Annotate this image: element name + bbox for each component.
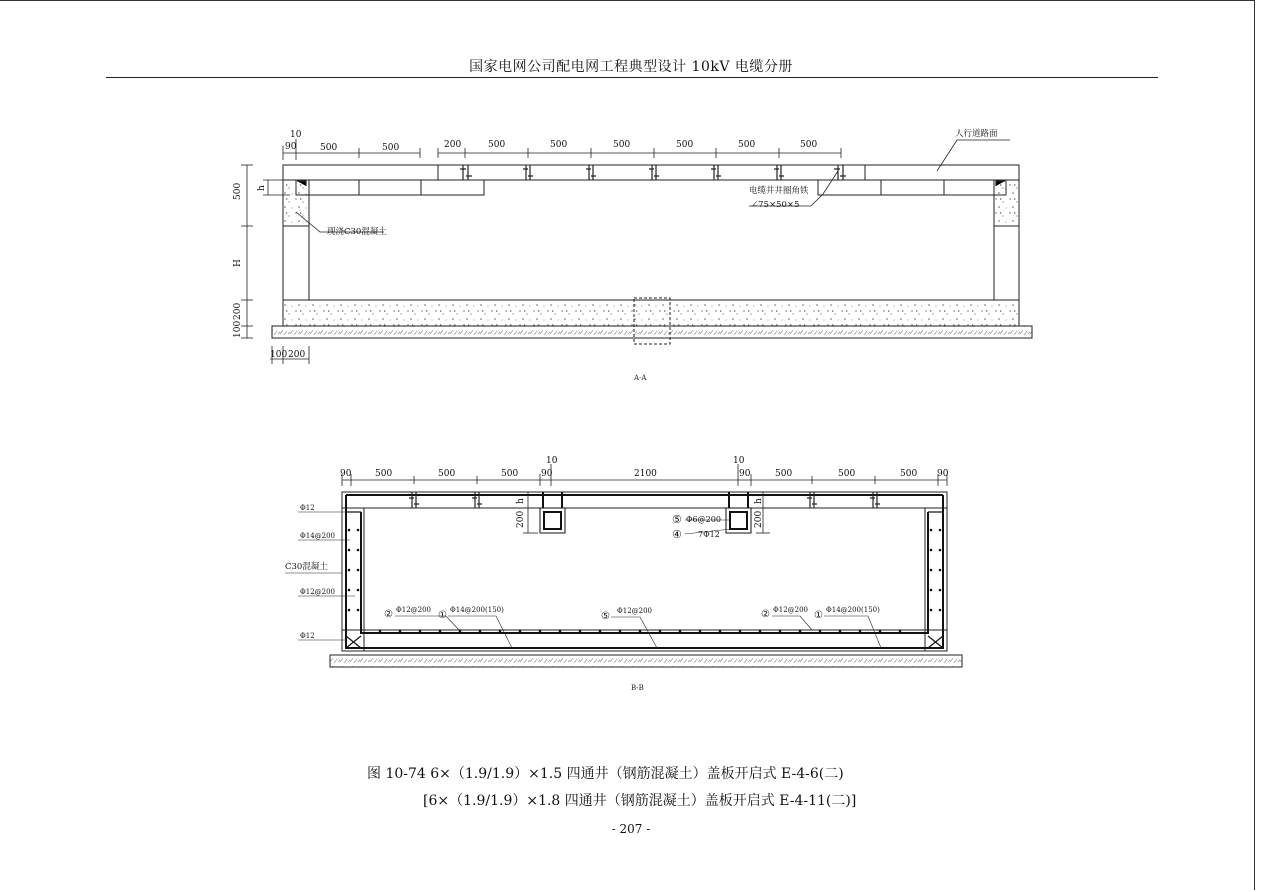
callout-5b: ⑤	[601, 611, 610, 622]
dim-bb-500b: 500	[438, 469, 456, 479]
page-number: - 207 -	[611, 822, 651, 836]
dim-bb-200-left: 200	[516, 510, 526, 528]
angle-steel-row	[297, 165, 1005, 186]
callout-1a-text: Φ14@200(150)	[450, 606, 504, 614]
dim-aa-500a: 500	[320, 143, 338, 153]
pavement-slab	[283, 165, 1019, 180]
dim-aa-H: H	[233, 259, 243, 267]
dim-aa-100-v: 100	[233, 320, 243, 338]
dim-bb-500e: 500	[838, 469, 856, 479]
dim-bb-90c: 90	[739, 469, 751, 479]
rebar-phi12-bottom: Φ12	[300, 632, 315, 640]
dim-aa-200-b: 200	[288, 350, 306, 360]
dim-aa-500c: 500	[488, 140, 506, 150]
rebar-phi14: Φ14@200	[300, 532, 336, 540]
label-bb: B-B	[631, 684, 644, 692]
dim-bb-500a: 500	[375, 469, 393, 479]
callout-4-beam: ④	[672, 528, 682, 541]
dim-aa-500h: 500	[800, 140, 818, 150]
note-c30: C30混凝土	[285, 562, 328, 572]
figure-caption-line2: [6×（1.9/1.9）×1.8 四通井（钢筋混凝土）盖板开启式 E-4-11(二)]	[423, 793, 857, 809]
label-aa: A-A	[634, 374, 647, 382]
dim-bb-h-right: h	[754, 498, 764, 504]
dim-labels-top-aa	[285, 130, 817, 153]
dim-aa-100-b: 100	[270, 350, 288, 360]
bottom-callouts	[384, 606, 880, 622]
dim-labels-left-aa	[233, 183, 267, 338]
rebar-phi12-top: Φ12	[300, 504, 315, 512]
dim-aa-500f: 500	[676, 140, 694, 150]
header-title: 国家电网公司配电网工程典型设计 10kV 电缆分册	[469, 59, 793, 75]
dim-bb-2100: 2100	[634, 469, 657, 479]
gravel-bb	[330, 655, 962, 667]
dim-aa-500d: 500	[550, 140, 568, 150]
dim-aa-200-v: 200	[233, 302, 243, 320]
rebar-stirrups	[346, 512, 943, 648]
note-concrete: 现浇C30混凝土	[327, 227, 387, 237]
section-aa	[233, 128, 1032, 382]
callout-5b-text: Φ12@200	[617, 607, 653, 615]
beam-left	[540, 492, 565, 533]
cover-slab-left	[296, 180, 484, 195]
note-angle-steel: 电缆井井圈角铁	[749, 186, 809, 196]
wall-top-right	[994, 180, 1019, 226]
dim-aa-500g: 500	[738, 140, 756, 150]
callout-1b-text: Φ14@200(150)	[826, 606, 880, 614]
rebar-phi12-200: Φ12@200	[300, 588, 336, 596]
callout-2a: ②	[384, 609, 393, 620]
dim-aa-500b: 500	[382, 143, 400, 153]
dim-aa-500-v: 500	[233, 182, 243, 200]
callout-4-beam-text: 7Φ12	[698, 530, 720, 539]
rebar-left-labels	[285, 504, 335, 640]
callout-1a: ①	[438, 610, 447, 621]
dim-aa-10: 10	[290, 130, 302, 140]
callout-1b: ①	[814, 610, 823, 621]
dim-aa-90: 90	[285, 142, 297, 152]
dim-aa-200: 200	[444, 140, 462, 150]
note-angle-spec: ∠75×50×5	[751, 200, 800, 210]
section-bb	[285, 456, 962, 692]
dim-aa-h: h	[257, 185, 267, 191]
dim-bb-90a: 90	[340, 469, 352, 479]
rebar-dots	[348, 529, 942, 633]
note-pavement: 人行道路面	[955, 129, 998, 139]
dim-bb-500d: 500	[775, 469, 793, 479]
dim-aa-500e: 500	[613, 140, 631, 150]
dim-bb-500f: 500	[900, 469, 918, 479]
cover-slab-right	[818, 180, 1006, 195]
beam-right	[726, 492, 751, 533]
dim-bb-500c: 500	[501, 469, 519, 479]
callout-2a-text: Φ12@200	[396, 606, 432, 614]
dim-bb-10a: 10	[546, 456, 558, 466]
gravel-aa	[272, 326, 1032, 338]
dim-bb-h-left: h	[516, 498, 526, 504]
dim-bb-200-right: 200	[754, 510, 764, 528]
dim-bb-10b: 10	[733, 456, 745, 466]
dim-bb-90b: 90	[541, 469, 553, 479]
base-slab-aa	[283, 300, 1019, 326]
figure-caption-line1: 图 10-74 6×（1.9/1.9）×1.5 四通井（钢筋混凝土）盖板开启式 E-4-6(二)	[367, 766, 844, 782]
callout-2b-text: Φ12@200	[773, 606, 809, 614]
dim-labels-top-bb	[340, 456, 949, 479]
callout-2b: ②	[761, 609, 770, 620]
dim-bb-90d: 90	[937, 469, 949, 479]
callout-5-beam: ⑤	[672, 513, 682, 526]
callout-5-beam-text: Φ6@200	[686, 515, 721, 524]
